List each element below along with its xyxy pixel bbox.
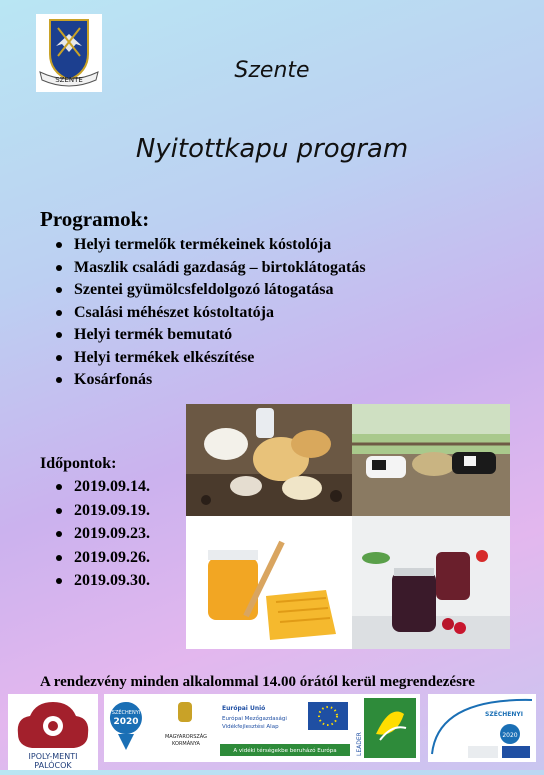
ipoly-menti-palocok-logo	[8, 694, 98, 770]
cheese-photo	[186, 404, 352, 516]
svg-text:2020: 2020	[502, 732, 518, 739]
eu-funding-logo-block	[104, 694, 356, 762]
date-item: 2019.09.19.	[56, 500, 150, 524]
honey-photo	[186, 516, 352, 649]
svg-text:SZÉCHENYI: SZÉCHENYI	[485, 711, 523, 718]
program-item: Helyi termék bemutató	[56, 324, 366, 347]
programs-heading: Programok:	[40, 207, 150, 231]
svg-text:A vidéki térségekbe beruházó E: A vidéki térségekbe beruházó Európa	[233, 748, 337, 754]
cows-photo	[352, 404, 510, 516]
program-item: Helyi termékek elkészítése	[56, 347, 366, 370]
svg-text:LEADER: LEADER	[356, 732, 363, 756]
program-item: Maszlik családi gazdaság – birtoklátogatás	[56, 257, 366, 280]
svg-text:KORMÁNYA: KORMÁNYA	[172, 741, 200, 747]
program-item: Kosárfonás	[56, 369, 366, 392]
dates-heading: Időpontok:	[40, 455, 117, 472]
dates-list	[56, 476, 150, 594]
svg-text:IPOLY-MENTI: IPOLY-MENTI	[28, 752, 78, 761]
date-item: 2019.09.14.	[56, 476, 150, 500]
svg-text:Vidékfejlesztési Alap: Vidékfejlesztési Alap	[222, 724, 279, 730]
szechenyi-2020-logo	[428, 694, 536, 762]
event-notice: A rendezvény minden alkalommal 14.00 órától kerül megrendezésre	[40, 674, 475, 690]
program-title: Nyitottkapu program	[135, 134, 409, 164]
svg-text:SZENTE: SZENTE	[55, 76, 83, 84]
svg-text:2020: 2020	[113, 717, 139, 727]
programs-list	[56, 234, 366, 392]
date-item: 2019.09.23.	[56, 523, 150, 547]
svg-text:PALÓCOK: PALÓCOK	[34, 761, 72, 770]
svg-text:Európai Unió: Európai Unió	[222, 705, 266, 712]
jam-photo	[352, 516, 510, 649]
svg-text:SZÉCHENYI: SZÉCHENYI	[111, 710, 141, 716]
leader-logo	[356, 694, 420, 762]
date-item: 2019.09.30.	[56, 570, 150, 594]
program-item: Helyi termelők termékeinek kóstolója	[56, 234, 366, 257]
village-name: Szente	[234, 58, 310, 83]
date-item: 2019.09.26.	[56, 547, 150, 571]
program-item: Szentei gyümölcsfeldolgozó látogatása	[56, 279, 366, 302]
program-item: Csalási méhészet kóstoltatója	[56, 302, 366, 325]
svg-text:Európai Mezőgazdasági: Európai Mezőgazdasági	[222, 716, 287, 722]
svg-text:MAGYARORSZÁG: MAGYARORSZÁG	[164, 734, 208, 740]
